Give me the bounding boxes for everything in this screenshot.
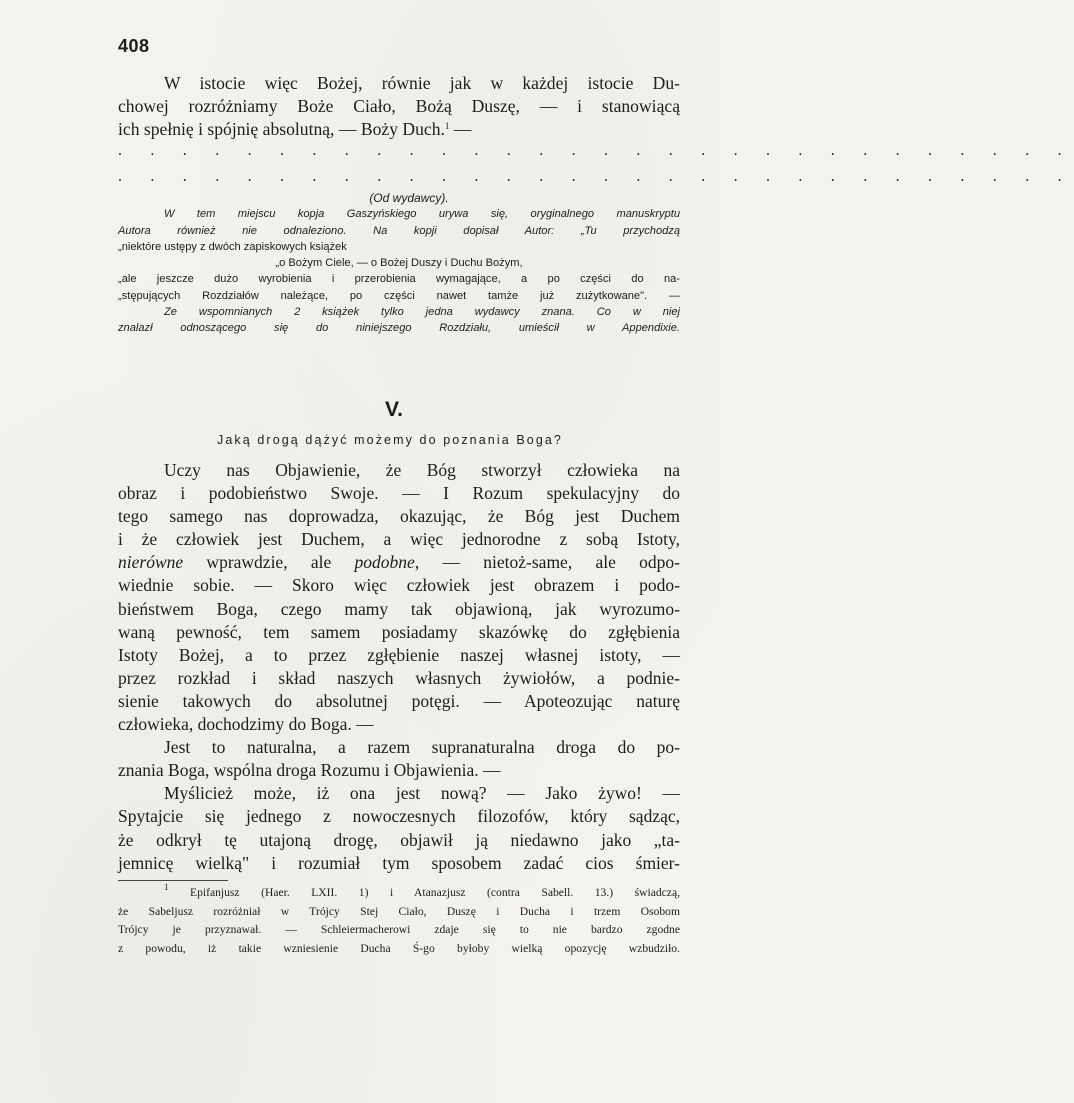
body-line: Uczy nas Objawienie, że Bóg stworzył człowieka na	[164, 460, 680, 480]
ellipsis-row: . . . . . . . . . . . . . . . . . . . . . . . . . . . . . .	[118, 142, 1074, 159]
body-line: sienie takowych do absolutnej potęgi. — Apoteozując naturę	[118, 690, 680, 711]
section-numeral: V.	[385, 398, 403, 421]
body-text	[118, 459, 680, 875]
section-subtitle: Jaką drogą dążyć możemy do poznania Boga?	[217, 433, 563, 447]
ellipsis-row: . . . . . . . . . . . . . . . . . . . . . . . . . . . . . .	[118, 168, 1074, 185]
footnote-line: Trójcy je przyznawał. — Schleiermacherowi zdaje się to nie bardzo zgodne	[118, 923, 680, 936]
page-number: 408	[118, 36, 150, 56]
footnote-text: Epifanjusz (Haer. LXII. 1) i Atanazjusz (contra Sabell. 13.) świadczą,	[168, 886, 680, 899]
intro-line-last	[118, 118, 680, 141]
body-line: znania Boga, wspólna droga Rozumu i Objawienia. —	[118, 760, 501, 781]
intro-line-dash: —	[449, 119, 472, 139]
italic-word: nierówne	[118, 552, 184, 573]
footnote-line: że Sabeljusz rozróżniał w Trójcy Stej Ciało, Duszę i Ducha i trzem Osobom	[118, 904, 680, 918]
body-line	[118, 551, 680, 574]
editor-note-line: Autora również nie odnaleziono. Na kopji dopisał Autor: „Tu przychodzą	[118, 224, 680, 237]
editor-note-line: W tem miejscu kopja Gaszyńskiego urywa się, oryginalnego manuskryptu	[164, 208, 680, 221]
footnote-reference: 1	[444, 121, 450, 131]
body-line: przez rozkład i skład naszych własnych żywiołów, a podnie-	[118, 667, 680, 688]
body-line: że odkrył tę utajoną drogę, objawił ją niedawno jako „ta-	[118, 829, 680, 850]
body-line: jemnicę wielką" i rozumiał tym sposobem zadać cios śmier-	[118, 852, 680, 873]
body-line: Jest to naturalna, a razem supranaturalna droga do po-	[164, 737, 680, 758]
editor-note	[118, 190, 680, 337]
editor-note-line: „ale jeszcze dużo wyrobienia i przerobienia wymagające, a po części do na-	[118, 273, 680, 286]
body-fragment: wprawdzie, ale	[183, 552, 355, 573]
body-line: obraz i podobieństwo Swoje. — I Rozum spekulacyjny do	[118, 483, 680, 504]
footnote-line: z powodu, iż takie wzniesienie Ducha Ś-go byłoby wielką opozycję wzbudziło.	[118, 941, 680, 955]
intro-line-text: ich spełnię i spójnię absolutną, — Boży Duch.	[118, 119, 445, 139]
editor-note-line: „stępujących Rozdziałów należące, po części nawet tamże już zużytkowane". —	[118, 289, 680, 302]
body-line: tego samego nas doprowadza, okazując, że Bóg jest Duchem	[118, 506, 680, 527]
footnote-line	[118, 884, 680, 903]
editor-note-line: Ze wspomnianych 2 książek tylko jedna wydawcy znana. Co w niej	[164, 306, 680, 319]
body-line: człowieka, dochodzimy do Boga. —	[118, 714, 374, 735]
intro-line: chowej rozróżniamy Boże Ciało, Bożą Duszę, — i stanowiącą	[118, 96, 680, 116]
editor-note-line: znalazł odnoszącego się do niniejszego Rozdziału, umieścił w Appendixie.	[118, 322, 680, 335]
intro-line: W istocie więc Bożej, równie jak w każdej istocie Du-	[164, 73, 680, 93]
body-line: i że człowiek jest Duchem, a więc jednorodne z sobą Istoty,	[118, 529, 680, 550]
body-line: Istoty Bożej, a to przez zgłębienie naszej własnej istoty, —	[118, 644, 680, 665]
footnote-rule	[118, 880, 228, 881]
footnote-marker: 1	[164, 882, 169, 892]
editor-note-heading: (Od wydawcy).	[369, 191, 449, 205]
italic-word: podobne	[354, 552, 415, 573]
editor-note-line: „o Bożym Ciele, — o Bożej Duszy i Duchu Bożym,	[275, 257, 523, 270]
body-fragment: , — nietoż-same, ale odpo-	[414, 552, 680, 573]
body-line: bieństwem Boga, czego mamy tak objawioną, jak wyrozumo-	[118, 598, 680, 619]
body-line: Myślicież może, iż ona jest nową? — Jako żywo! —	[164, 783, 680, 804]
footnotes	[118, 884, 680, 958]
body-line: wiednie sobie. — Skoro więc człowiek jest obrazem i podo-	[118, 575, 680, 596]
body-line: Spytajcie się jednego z nowoczesnych filozofów, który sądząc,	[118, 806, 680, 827]
editor-note-line: „niektóre ustępy z dwóch zapiskowych książek	[118, 240, 347, 253]
intro-paragraph	[118, 72, 680, 141]
body-line: waną pewność, tem samem posiadamy skazówkę do zgłębienia	[118, 621, 680, 642]
